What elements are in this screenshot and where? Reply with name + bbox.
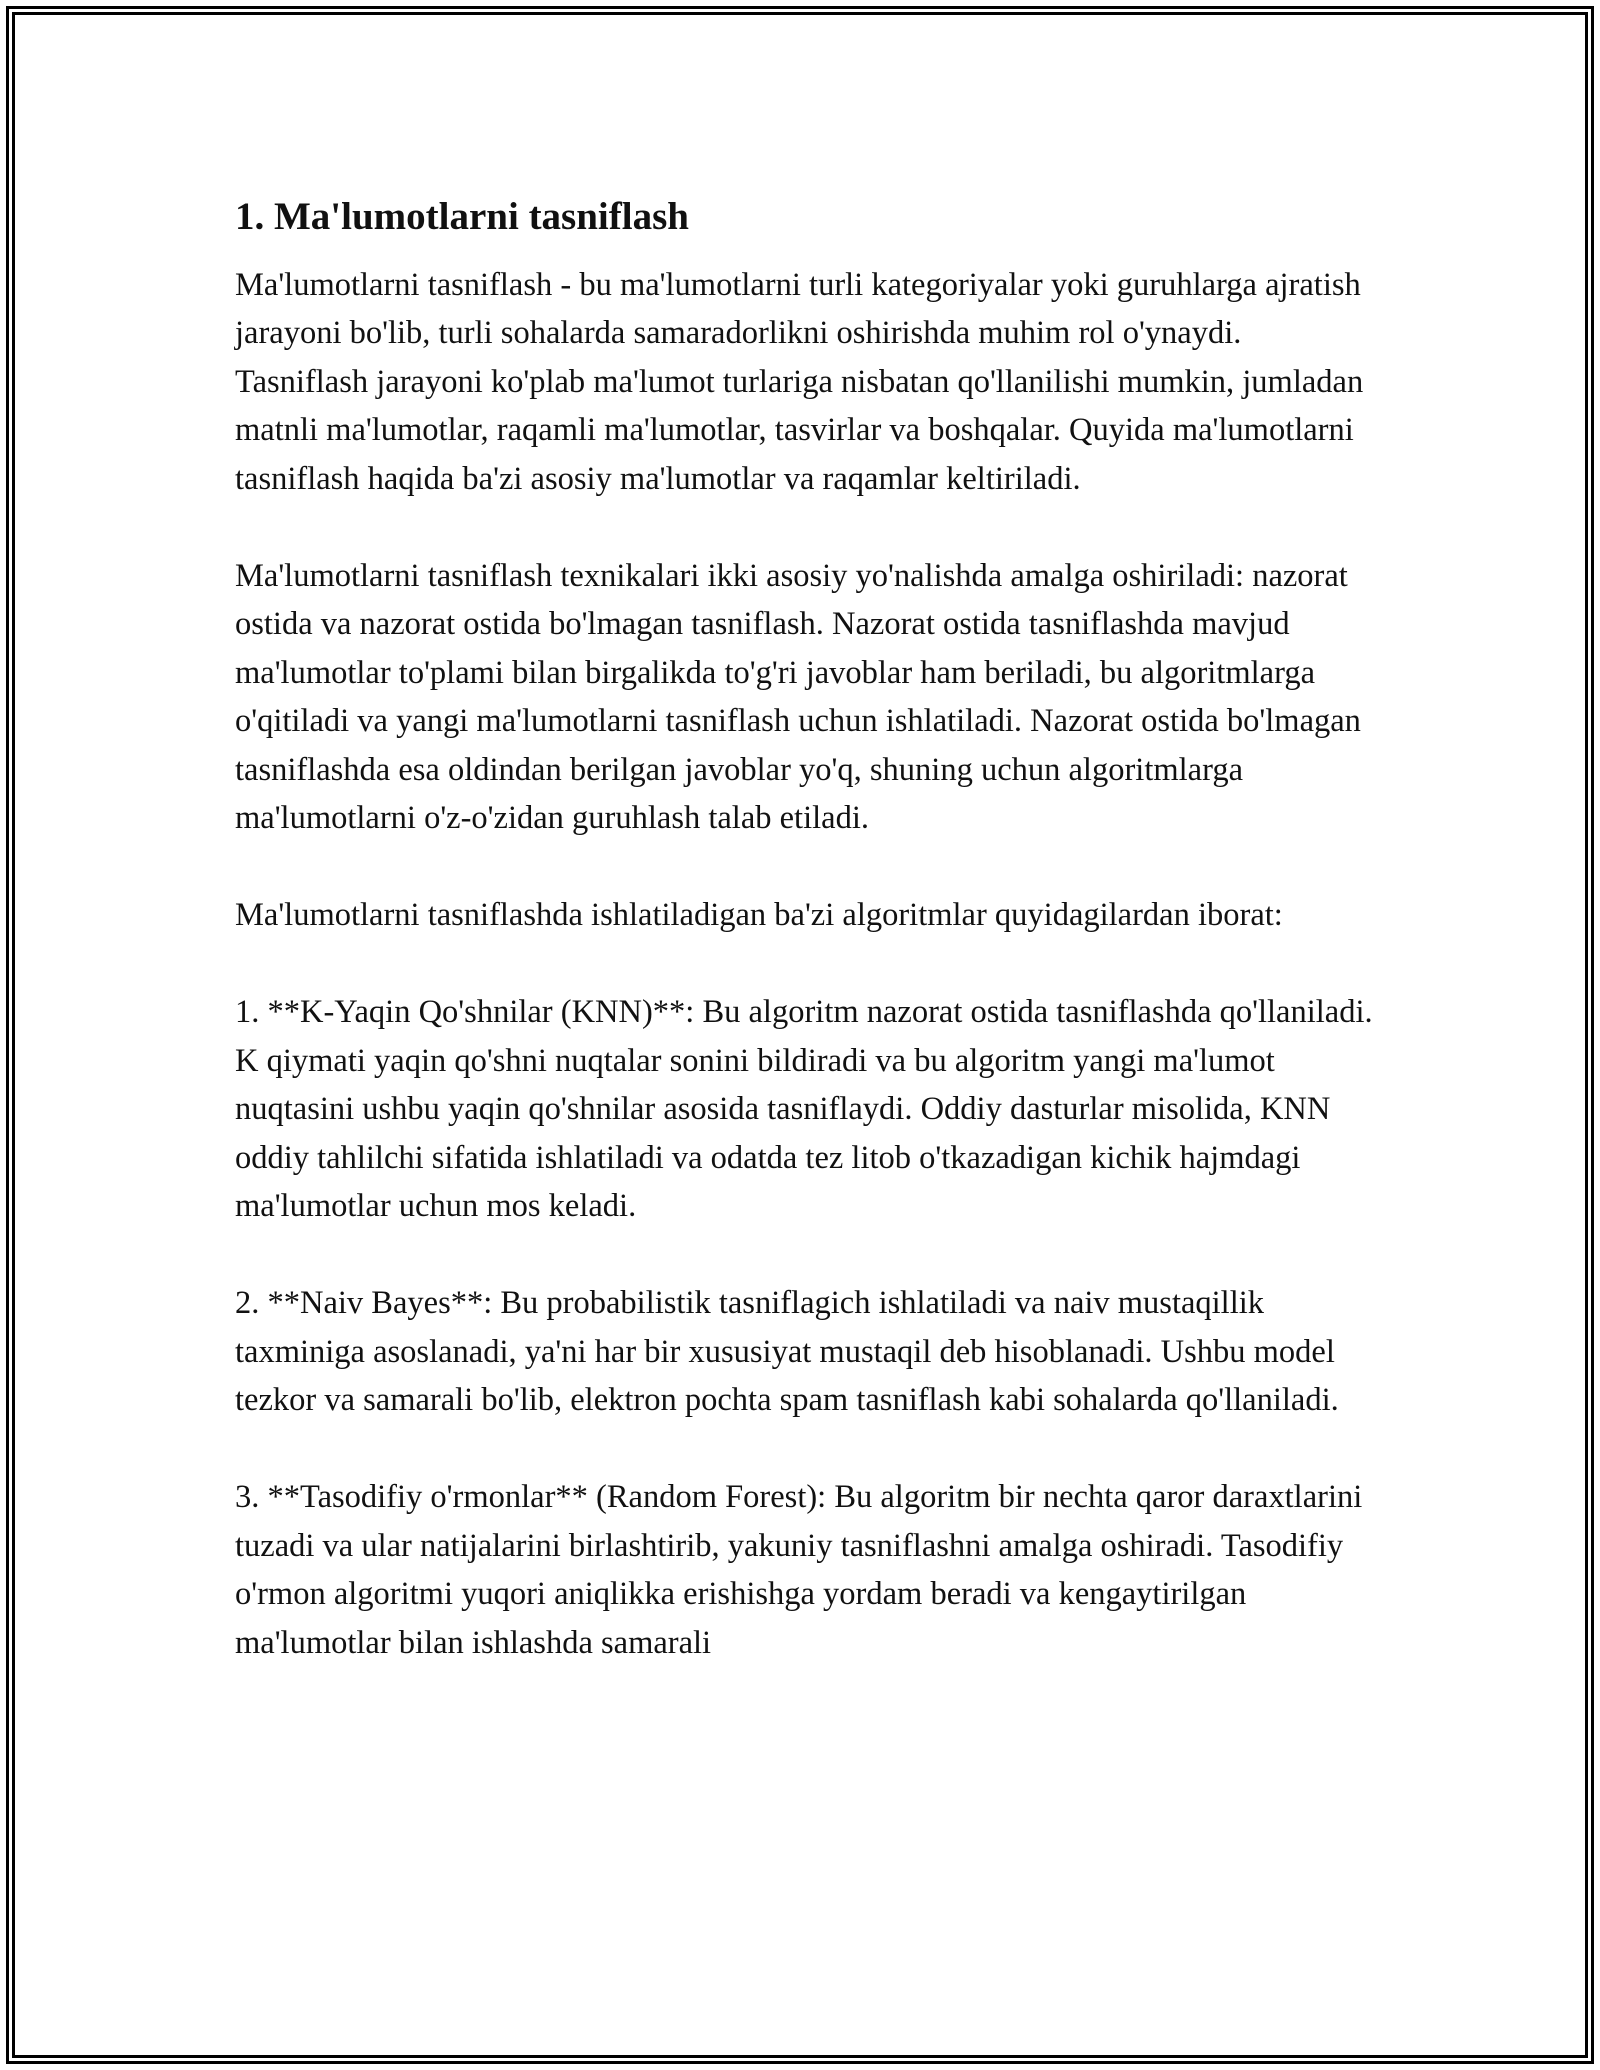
section-title: 1. Ma'lumotlarni tasniflash	[235, 195, 689, 238]
document-body	[235, 180, 1375, 1716]
list-item-random-forest: 3. **Tasodifiy o'rmonlar** (Random Forest): Bu algoritm bir nechta qaror daraxtlarini tuzadi va ular natijalarini birlashtirib, yakuniy tasniflashni amalga oshiradi. Tasodifiy o'rmon algoritmi yuqori aniqlikka erishishga yordam beradi va kengaytirilgan ma'lumotlar bilan ishlashda samarali	[235, 1479, 1363, 1661]
list-item-knn: 1. **K-Yaqin Qo'shnilar (KNN)**: Bu algoritm nazorat ostida tasniflashda qo'llaniladi. K qiymati yaqin qo'shni nuqtalar sonini bildiradi va bu algoritm yangi ma'lumot nuqtasini ushbu yaqin qo'shnilar asosida tasniflaydi. Oddiy dasturlar misolida, KNN oddiy tahlilchi sifatida ishlatiladi va odatda tez litob o'tkazadigan kichik hajmdagi ma'lumotlar uchun mos keladi.	[235, 994, 1373, 1225]
paragraph-intro: Ma'lumotlarni tasniflash - bu ma'lumotlarni turli kategoriyalar yoki guruhlarga ajratish jarayoni bo'lib, turli sohalarda samaradorlikni oshirishda muhim rol o'ynaydi. Tasniflash jarayoni ko'plab ma'lumot turlariga nisbatan qo'llanilishi mumkin, jumladan matnli ma'lumotlar, raqamli ma'lumotlar, tasvirlar va boshqalar. Quyida ma'lumotlarni tasniflash haqida ba'zi asosiy ma'lumotlar va raqamlar keltiriladi.	[235, 266, 1364, 497]
paragraph-techniques: Ma'lumotlarni tasniflash texnikalari ikki asosiy yo'nalishda amalga oshiriladi: nazorat ostida va nazorat ostida bo'lmagan tasniflash. Nazorat ostida tasniflashda mavjud ma'lumotlar to'plami bilan birgalikda to'g'ri javoblar ham beriladi, bu algoritmlarga o'qitiladi va yangi ma'lumotlarni tasniflash uchun ishlatiladi. Nazorat ostida bo'lmagan tasniflashda esa oldindan berilgan javoblar yo'q, shuning uchun algoritmlarga ma'lumotlarni o'z-o'zidan guruhlash talab etiladi.	[235, 557, 1361, 837]
paragraph-algorithms-intro: Ma'lumotlarni tasniflashda ishlatiladigan ba'zi algoritmlar quyidagilardan iborat:	[235, 897, 1283, 934]
list-item-naive-bayes: 2. **Naiv Bayes**: Bu probabilistik tasniflagich ishlatiladi va naiv mustaqillik taxminiga asoslanadi, ya'ni har bir xususiyat mustaqil deb hisoblanadi. Ushbu model tezkor va samarali bo'lib, elektron pochta spam tasniflash kabi sohalarda qo'llaniladi.	[235, 1285, 1339, 1419]
